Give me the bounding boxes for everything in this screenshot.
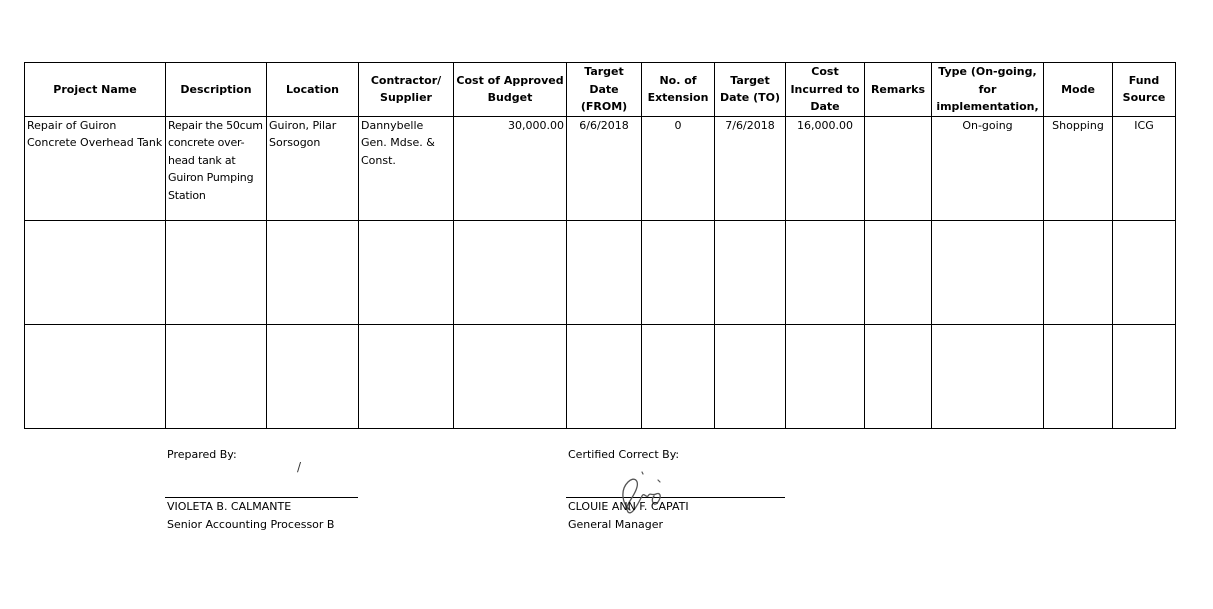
cell-remarks bbox=[865, 324, 932, 428]
cell-budget bbox=[454, 324, 567, 428]
header-row bbox=[25, 63, 1176, 117]
cell-extension bbox=[642, 324, 715, 428]
certified-title: General Manager bbox=[568, 518, 664, 531]
cell-date-from bbox=[567, 220, 642, 324]
cell-mode: Shopping bbox=[1044, 116, 1113, 220]
col-header-description: Description bbox=[166, 63, 267, 117]
cell-contractor bbox=[359, 220, 454, 324]
cell-contractor bbox=[359, 324, 454, 428]
col-header-project-name: Project Name bbox=[25, 63, 166, 117]
table-row bbox=[25, 324, 1176, 428]
cell-cost-incurred: 16,000.00 bbox=[786, 116, 865, 220]
col-header-location: Location bbox=[267, 63, 359, 117]
cell-fund-source bbox=[1113, 324, 1176, 428]
cell-extension: 0 bbox=[642, 116, 715, 220]
cell-location: Guiron, Pilar Sorsogon bbox=[267, 116, 359, 220]
cell-date-to bbox=[715, 324, 786, 428]
project-report-table bbox=[24, 62, 1176, 429]
cell-description: Repair the 50cum concrete over-head tank at Guiron Pumping Station bbox=[166, 116, 267, 220]
col-header-date-from: Target Date (FROM) bbox=[567, 63, 642, 117]
cell-date-from: 6/6/2018 bbox=[567, 116, 642, 220]
cell-budget bbox=[454, 220, 567, 324]
col-header-cost-incurred: Cost Incurred to Date bbox=[786, 63, 865, 117]
initial-mark: / bbox=[297, 460, 302, 474]
cell-location bbox=[267, 220, 359, 324]
certified-name: CLOUIE ANN F. CAPATI bbox=[568, 500, 689, 513]
cell-type bbox=[932, 220, 1044, 324]
cell-fund-source: ICG bbox=[1113, 116, 1176, 220]
cell-contractor: Dannybelle Gen. Mdse. & Const. bbox=[359, 116, 454, 220]
cell-mode bbox=[1044, 324, 1113, 428]
prepared-title: Senior Accounting Processor B bbox=[167, 518, 335, 531]
cell-date-to bbox=[715, 220, 786, 324]
cell-fund-source bbox=[1113, 220, 1176, 324]
cell-cost-incurred bbox=[786, 220, 865, 324]
col-header-contractor: Contractor/ Supplier bbox=[359, 63, 454, 117]
cell-extension bbox=[642, 220, 715, 324]
cell-description bbox=[166, 324, 267, 428]
certified-by-label: Certified Correct By: bbox=[568, 448, 680, 461]
cell-project-name bbox=[25, 324, 166, 428]
cell-type: On-going bbox=[932, 116, 1044, 220]
cell-project-name bbox=[25, 220, 166, 324]
cell-mode bbox=[1044, 220, 1113, 324]
cell-budget: 30,000.00 bbox=[454, 116, 567, 220]
col-header-fund-source: Fund Source bbox=[1113, 63, 1176, 117]
col-header-mode: Mode bbox=[1044, 63, 1113, 117]
col-header-remarks: Remarks bbox=[865, 63, 932, 117]
cell-date-to: 7/6/2018 bbox=[715, 116, 786, 220]
table-row bbox=[25, 116, 1176, 220]
col-header-date-to: Target Date (TO) bbox=[715, 63, 786, 117]
prepared-by-label: Prepared By: bbox=[167, 448, 237, 461]
col-header-type: Type (On-going, for implementation, bbox=[932, 63, 1044, 117]
certified-signature-line bbox=[566, 497, 785, 498]
cell-type bbox=[932, 324, 1044, 428]
cell-project-name: Repair of Guiron Concrete Overhead Tank bbox=[25, 116, 166, 220]
cell-remarks bbox=[865, 116, 932, 220]
prepared-signature-line bbox=[165, 497, 358, 498]
cell-date-from bbox=[567, 324, 642, 428]
cell-cost-incurred bbox=[786, 324, 865, 428]
table-row bbox=[25, 220, 1176, 324]
col-header-extension: No. of Extension bbox=[642, 63, 715, 117]
cell-description bbox=[166, 220, 267, 324]
cell-remarks bbox=[865, 220, 932, 324]
col-header-budget: Cost of Approved Budget bbox=[454, 63, 567, 117]
prepared-name: VIOLETA B. CALMANTE bbox=[167, 500, 292, 513]
cell-location bbox=[267, 324, 359, 428]
